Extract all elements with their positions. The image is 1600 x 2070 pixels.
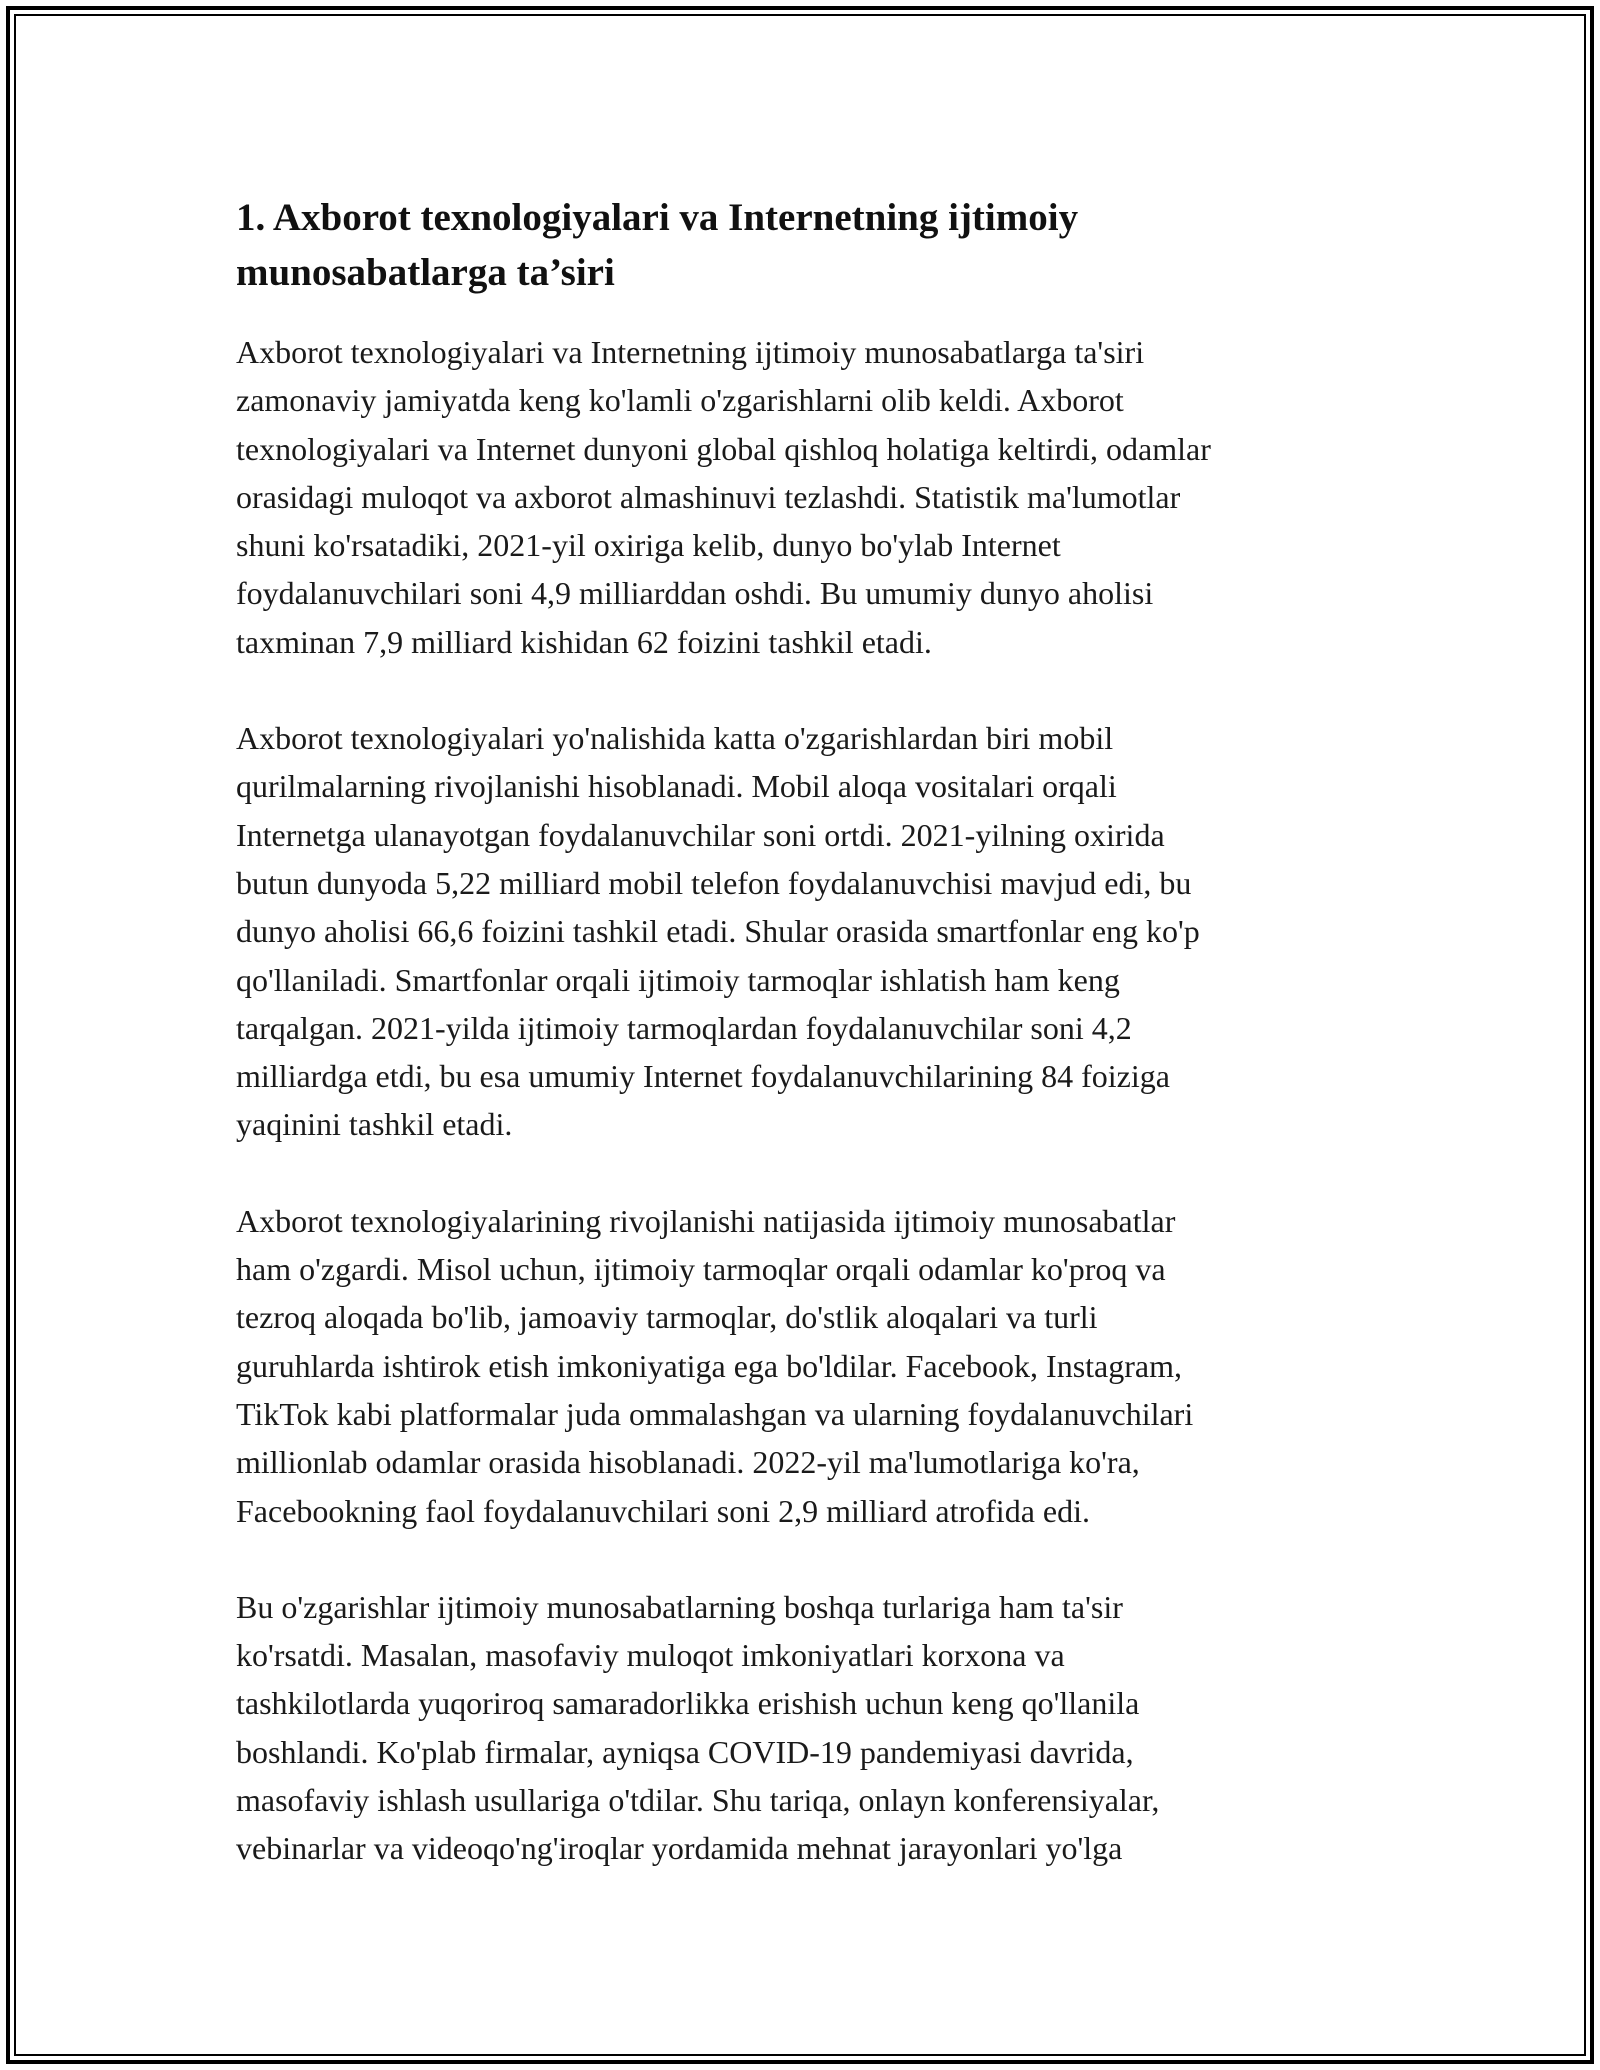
- title-line: 1. Axborot texnologiyalari va Internetning ijtimoiy: [236, 196, 1079, 239]
- text-line: guruhlarda ishtirok etish imkoniyatiga ega bo'ldilar. Facebook, Instagram,: [236, 1347, 1182, 1384]
- text-line: boshlandi. Ko'plab firmalar, ayniqsa COVID-19 pandemiyasi davrida,: [236, 1733, 1134, 1770]
- text-line: Bu o'zgarishlar ijtimoiy munosabatlarning boshqa turlariga ham ta'sir: [236, 1588, 1123, 1625]
- text-line: Axborot texnologiyalari yo'nalishida katta o'zgarishlardan biri mobil: [236, 720, 1114, 757]
- text-line: Facebookning faol foydalanuvchilari soni 2,9 milliard atrofida edi.: [236, 1492, 1090, 1529]
- text-line: butun dunyoda 5,22 milliard mobil telefon foydalanuvchisi mavjud edi, bu: [236, 864, 1192, 901]
- text-line: milliardga etdi, bu esa umumiy Internet foydalanuvchilarining 84 foiziga: [236, 1058, 1170, 1095]
- text-line: TikTok kabi platformalar juda ommalashgan va ularning foydalanuvchilari: [236, 1395, 1194, 1432]
- text-line: ko'rsatdi. Masalan, masofaviy muloqot imkoniyatlari korxona va: [236, 1637, 1065, 1674]
- text-line: tashkilotlarda yuqoriroq samaradorlikka erishish uchun keng qo'llanila: [236, 1685, 1140, 1722]
- section-title: [236, 190, 1366, 300]
- text-line: ham o'zgardi. Misol uchun, ijtimoiy tarmoqlar orqali odamlar ko'proq va: [236, 1251, 1166, 1288]
- paragraph-2: [236, 714, 1366, 1149]
- title-line: munosabatlarga ta’siri: [236, 251, 615, 294]
- text-line: zamonaviy jamiyatda keng ko'lamli o'zgarishlarni olib keldi. Axborot: [236, 382, 1124, 419]
- text-line: taxminan 7,9 milliard kishidan 62 foizini tashkil etadi.: [236, 623, 932, 660]
- paragraph-3: [236, 1197, 1366, 1535]
- text-line: foydalanuvchilari soni 4,9 milliarddan oshdi. Bu umumiy dunyo aholisi: [236, 575, 1154, 612]
- text-line: tezroq aloqada bo'lib, jamoaviy tarmoqlar, do'stlik aloqalari va turli: [236, 1299, 1098, 1336]
- text-line: orasidagi muloqot va axborot almashinuvi tezlashdi. Statistik ma'lumotlar: [236, 478, 1181, 515]
- paragraph-4: [236, 1583, 1366, 1873]
- text-line: vebinarlar va videoqo'ng'iroqlar yordamida mehnat jarayonlari yo'lga: [236, 1830, 1123, 1867]
- text-line: qo'llaniladi. Smartfonlar orqali ijtimoiy tarmoqlar ishlatish ham keng: [236, 961, 1120, 998]
- text-line: qurilmalarning rivojlanishi hisoblanadi. Mobil aloqa vositalari orqali: [236, 768, 1117, 805]
- document-body: [236, 190, 1366, 1921]
- text-line: dunyo aholisi 66,6 foizini tashkil etadi. Shular orasida smartfonlar eng ko'p: [236, 913, 1200, 950]
- text-line: shuni ko'rsatadiki, 2021-yil oxiriga kelib, dunyo bo'ylab Internet: [236, 527, 1061, 564]
- text-line: Internetga ulanayotgan foydalanuvchilar soni ortdi. 2021-yilning oxirida: [236, 816, 1165, 853]
- text-line: Axborot texnologiyalari va Internetning ijtimoiy munosabatlarga ta'siri: [236, 334, 1145, 370]
- text-line: millionlab odamlar orasida hisoblanadi. 2022-yil ma'lumotlariga ko'ra,: [236, 1444, 1140, 1481]
- text-line: yaqinini tashkil etadi.: [236, 1106, 513, 1143]
- text-line: masofaviy ishlash usullariga o'tdilar. Shu tariqa, onlayn konferensiyalar,: [236, 1782, 1160, 1819]
- text-line: Axborot texnologiyalarining rivojlanishi natijasida ijtimoiy munosabatlar: [236, 1202, 1176, 1239]
- text-line: tarqalgan. 2021-yilda ijtimoiy tarmoqlardan foydalanuvchilar soni 4,2: [236, 1009, 1132, 1046]
- paragraph-1: [236, 328, 1366, 666]
- text-line: texnologiyalari va Internet dunyoni global qishloq holatiga keltirdi, odamlar: [236, 430, 1211, 467]
